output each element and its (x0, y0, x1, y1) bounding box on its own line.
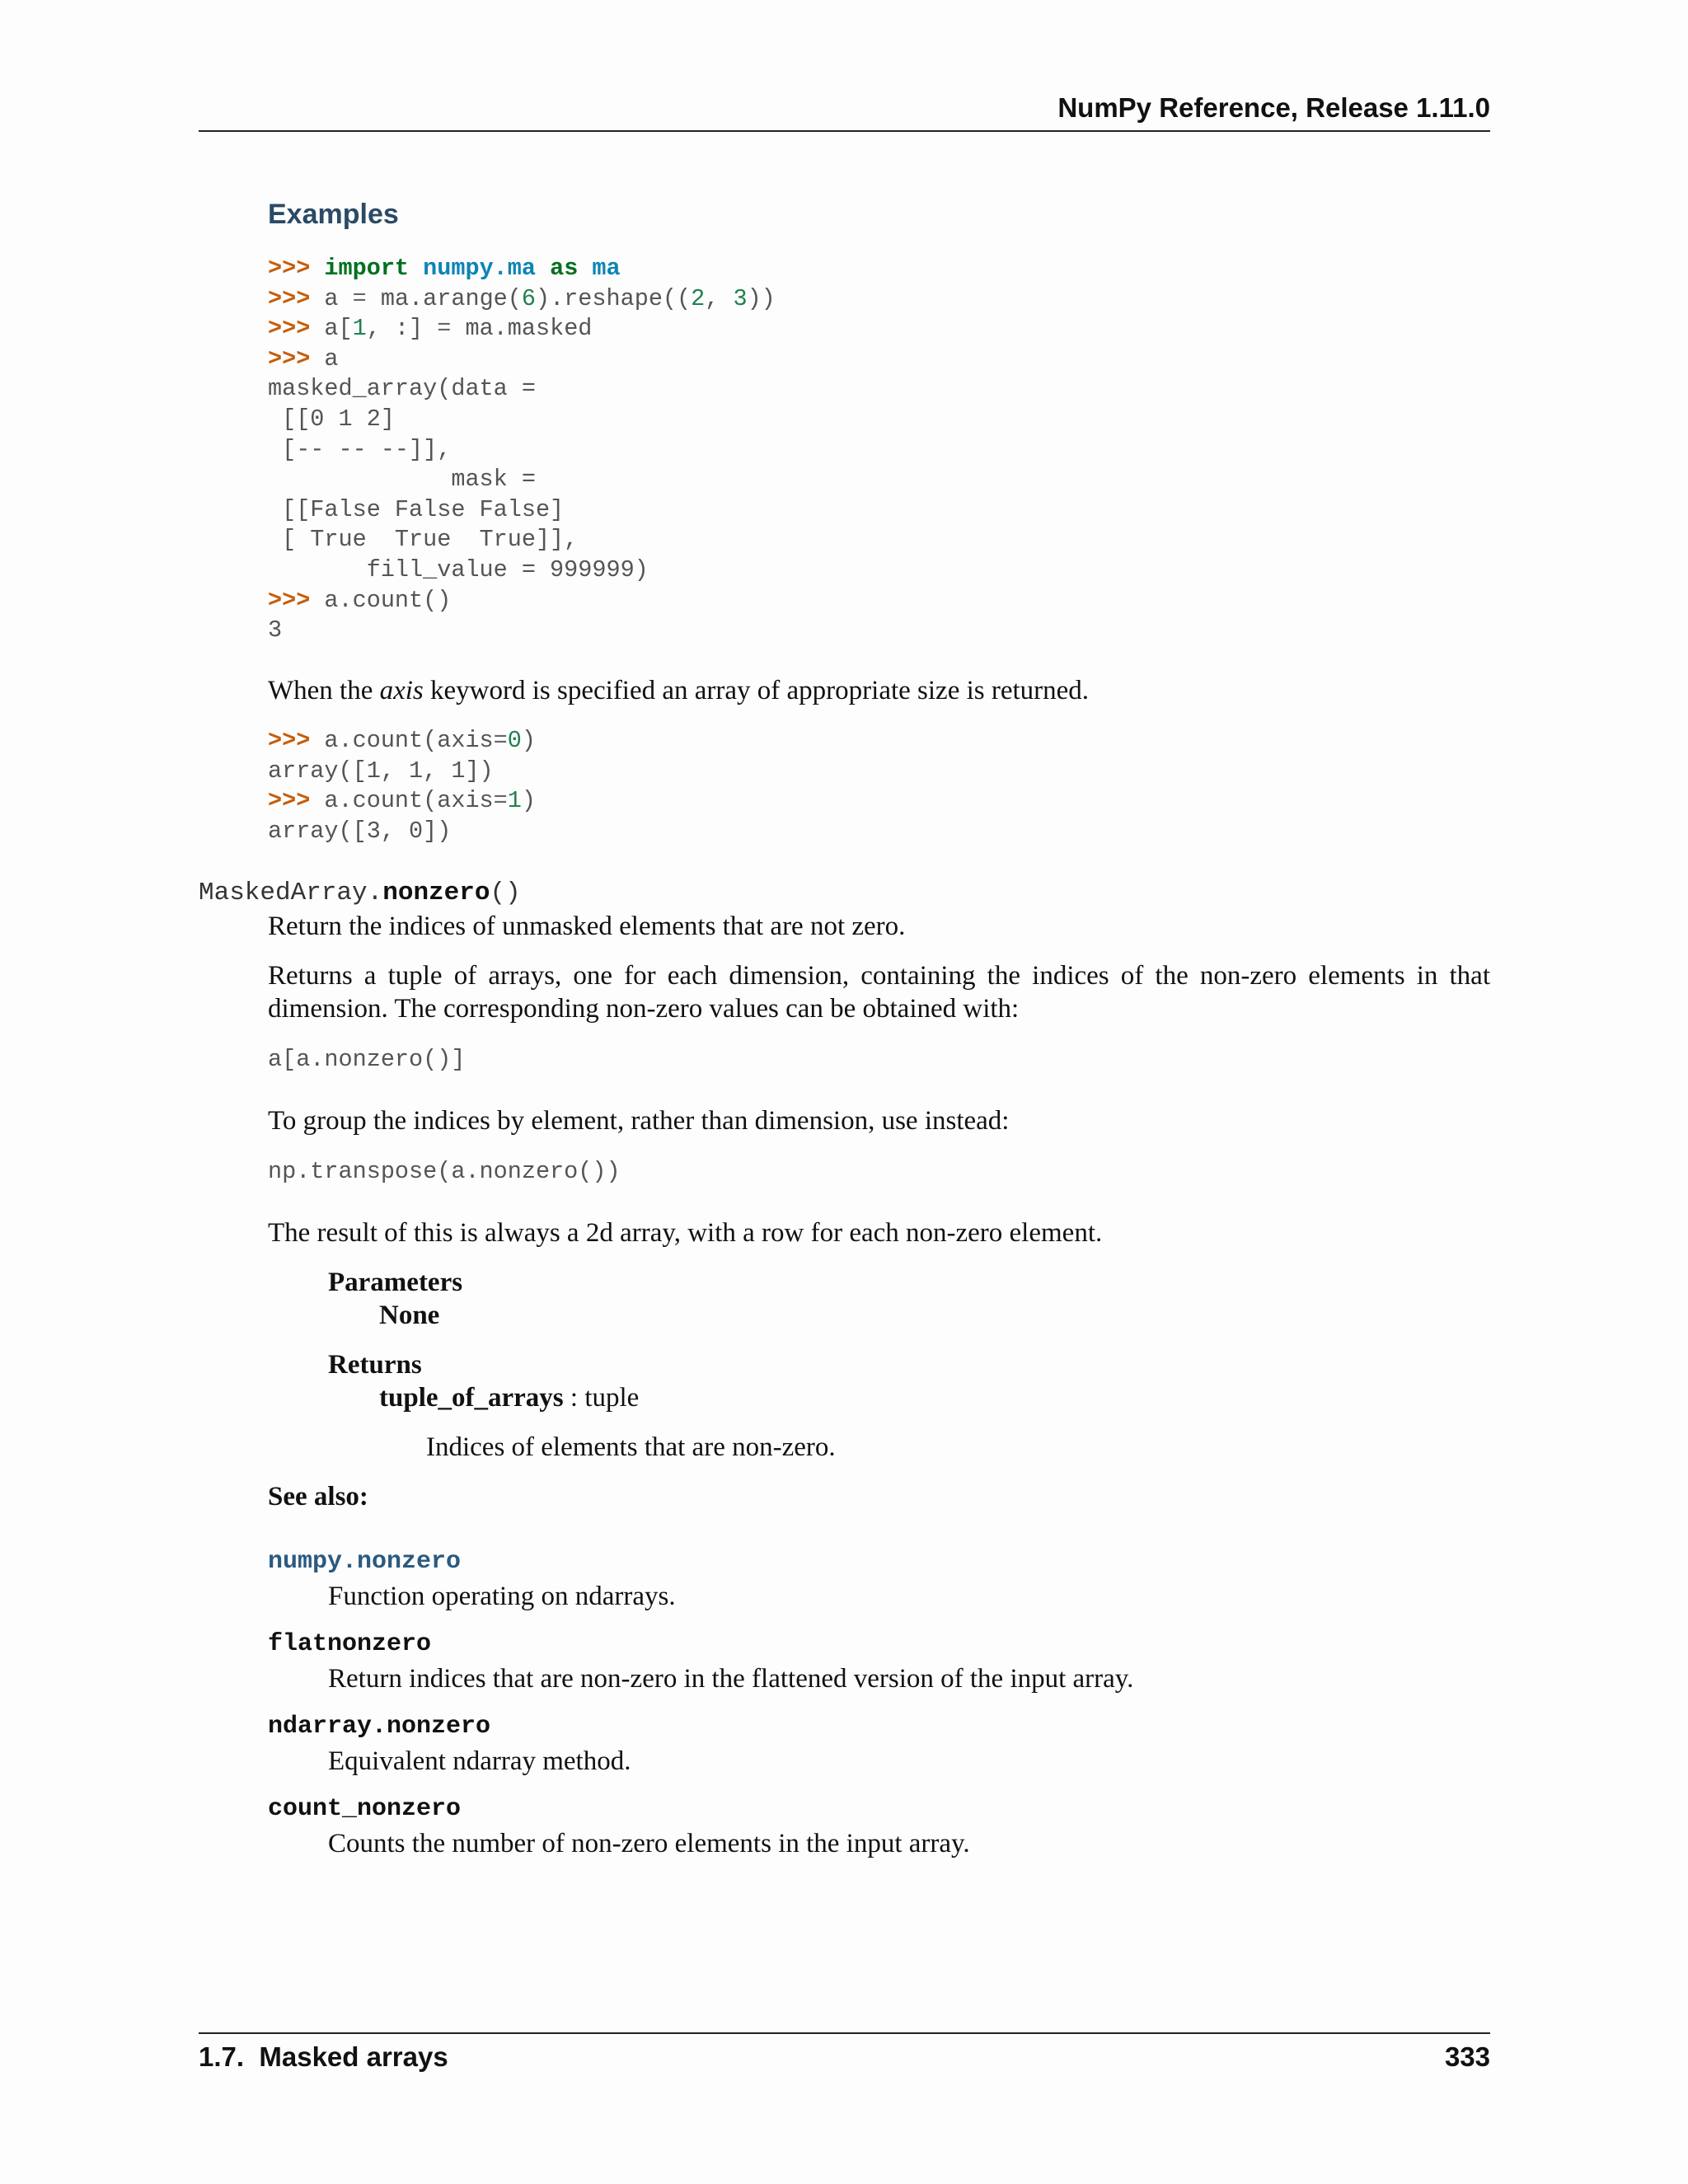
see-also-count-nonzero: count_nonzero (268, 1795, 462, 1823)
see-also-desc: Equivalent ndarray method. (328, 1746, 631, 1776)
examples-heading: Examples (268, 199, 399, 230)
code-line: >>> a.count(axis=0) (268, 727, 536, 754)
code-output-line: [-- -- --]], (268, 435, 452, 463)
method-description: Returns a tuple of arrays, one for each dimension, containing the indices of the non-zero elements in that dimension. The corresponding non-zero values can be obtained with: (268, 961, 1490, 1024)
axis-code-block (268, 726, 536, 846)
parameters-value: None (379, 1301, 440, 1330)
returns-type: tuple (584, 1383, 640, 1413)
code-line: >>> a[1, :] = ma.masked (268, 315, 593, 343)
page-number: 333 (1444, 2041, 1490, 2072)
returns-name: tuple_of_arrays (379, 1383, 564, 1413)
code-output-line: 3 (268, 616, 283, 644)
header-rule (199, 130, 1490, 132)
code-output-line: array([1, 1, 1]) (268, 757, 494, 785)
code-output-line: [[False False False] (268, 495, 565, 523)
axis-emphasis: axis (379, 676, 424, 705)
code-output-line: [[0 1 2] (268, 405, 395, 433)
method-summary: Return the indices of unmasked elements that are not zero. (268, 912, 906, 941)
code-line: >>> import numpy.ma as ma (268, 255, 621, 282)
see-also-flatnonzero: flatnonzero (268, 1630, 432, 1658)
see-also-desc: Function operating on ndarrays. (328, 1582, 676, 1611)
footer-section: 1.7. Masked arrays (199, 2041, 448, 2072)
see-also-heading: See also: (268, 1482, 368, 1511)
code-line: >>> a = ma.arange(6).reshape((2, 3)) (268, 284, 776, 312)
code-output-line: fill_value = 999999) (268, 555, 649, 583)
signature-parens: () (490, 879, 521, 907)
returns-description: Indices of elements that are non-zero. (426, 1432, 836, 1462)
result-paragraph: The result of this is always a 2d array, with a row for each non-zero element. (268, 1218, 1103, 1248)
transpose-code: np.transpose(a.nonzero()) (268, 1158, 621, 1185)
see-also-link-numpy-nonzero[interactable]: numpy.nonzero (268, 1548, 462, 1576)
code-output-line: masked_array(data = (268, 375, 536, 403)
code-line: >>> a (268, 344, 339, 373)
method-signature (199, 879, 521, 907)
code-output-line: mask = (268, 466, 536, 494)
see-also-desc: Return indices that are non-zero in the flattened version of the input array. (328, 1664, 1134, 1694)
code-line: >>> a.count() (268, 586, 452, 614)
group-paragraph: To group the indices by element, rather than dimension, use instead: (268, 1106, 1010, 1136)
axis-paragraph: When the axis keyword is specified an array of appropriate size is returned. (268, 676, 1090, 705)
see-also-desc: Counts the number of non-zero elements in the input array. (328, 1829, 970, 1858)
parameters-heading: Parameters (328, 1268, 463, 1297)
signature-method-name: nonzero (382, 879, 490, 907)
returns-entry: tuple_of_arrays : tuple (379, 1383, 640, 1413)
running-header: NumPy Reference, Release 1.11.0 (1057, 92, 1490, 123)
code-output-line: [ True True True]], (268, 526, 579, 554)
code-output-line: array([3, 0]) (268, 817, 452, 845)
index-code: a[a.nonzero()] (268, 1046, 466, 1073)
signature-class: MaskedArray. (199, 879, 383, 907)
returns-heading: Returns (328, 1350, 422, 1380)
footer-rule (199, 2032, 1490, 2034)
examples-code-block (268, 254, 776, 646)
see-also-ndarray-nonzero: ndarray.nonzero (268, 1713, 491, 1741)
code-line: >>> a.count(axis=1) (268, 787, 536, 815)
